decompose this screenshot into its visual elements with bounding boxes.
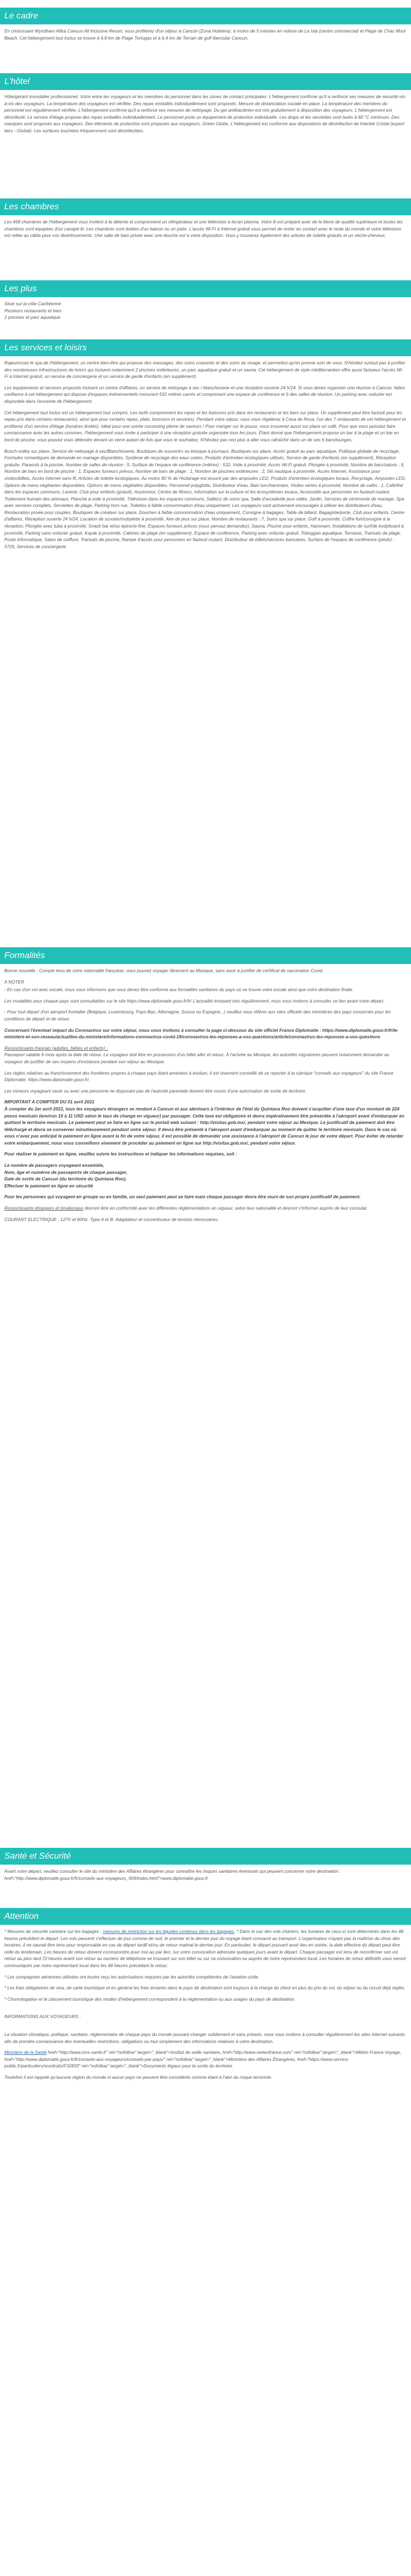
formalites-regles: Les règles relatives au franchissement des frontières propres à chaque pays étant amenées à évoluer, il est vivement conseillé de se reporter à la rubrique "conseils aux voyageurs" du site France Diplomatie, https://www.diplomatie.gouv.fr/. [4,1070,394,1083]
section-body-plus [0,297,411,332]
section-header-attention: Attention [0,1908,411,1925]
formalites-escale: - En cas d'un vol avec escale, nous vous informons que vous devez être conforme aux formalités sanitaires du pays où se trouve votre escale ainsi que votre destination finale. [4,987,354,993]
attention-bagages-lead: * Mesures de sécurité sanitaire sur les bagages : [4,1929,103,1934]
formalites-step: Date de sortie de Cancun (du territoire du Quintana Roo), [4,1176,127,1182]
sante-paragraph: Avant votre départ, veuillez consulter le site du ministère des Affaires étrangères pour connaître les risques sanitaires éventuels qui peuvent concerner votre destination : href="http://www.diplomatie.gouv.fr/fr/conseils-aux-voyageurs_909/index.html">www.diplomatie.gouv.fr [4,1868,341,1881]
formalites-ressortissants [4,1045,407,1065]
chambres-paragraph: Les 458 chambres de l'hébergement vous invitent à la détente et comprennent un réfrigérateur et une télévision à écran plasma. Votre lit est préparé avec de la literie de qualité supérieure et toutes les chambres sont équipées d'un canapé-lit. Les chambres sont dotées d'un balcon ou un patio. L'accès Wi-Fi à Internet gratuit vous permet de rester en contact avec le reste du monde et votre télévision est reliée au câble pour vos divertissements. Une salle de bain privée avec une douche est à votre disposition. Vous y trouverez également des articles de toilette gratuits et un sèche-cheveux. [4,219,403,239]
formalites-step: Nom, âge et numéros de passeports de chaque passager, [4,1169,127,1175]
liquides-restriction-link[interactable]: mesures de restriction sur les liquides contenus dans les bagages [102,1929,234,1934]
attention-links-text: href="http://www.invs.santé.fr" rel="nofollow" target="_blank">Institut de veille sanitaire, href="http://www.meteofrance.com" rel="nofollow" target="_blank">Météo France Voyage, href="http://www.diplomatie.gouv.fr/fr/conseils-aux-voyageurs/conseils-par-pays/" rel="nofollow" target="_blank">Ministère des Affaires Étrangères, href="https://www.service-public.fr/particuliers/vosdroits/F32833" rel="nofollow" target="_blank">Documents légaux pour la sortie du territoire. [4,2050,401,2069]
formalites-ressortissants-title: Ressortissants français (adultes, bébés et enfants) : [4,1045,108,1051]
formalites-important-title: IMPORTANT A COMPTER DU 01 avril 2021 [4,1099,94,1105]
attention-terrorisme: Toutefois il est rappelé qu'aucune région du monde ni aucun pays ne peuvent être considérés comme étant à l'abri du risque terroriste. [4,2074,273,2080]
attention-situation: La situation climatique, politique, sanitaire, réglementaire de chaque pays du monde pouvant changer subitement et sans préavis, nous vous invitons à consulter régulièrement les sites Internet suivants afin de prendre connaissance des éventuelles restrictions, obligations ou tout simplement des informations relatives à votre destination. [4,2031,405,2044]
formalites-etrangers-title: Ressortissants étrangers et binationaux [4,1205,84,1211]
section-body-sante [0,1865,411,1900]
section-header-sante: Santé et Sécurité [0,1848,411,1865]
formalites-important-text: À compter du 1er avril 2021, tous les voyageurs étrangers se rendant à Cancun et aux alentours à l'intérieur de l'état du Quintana Roo doivent s'acquitter d'une taxe d'un montant de 224 pesos mexicain (environ 10 à 11 USD selon le taux de change en vigueur) par passager. Cette taxe est obligatoire et devra impérativement être présentée à l'aéroport avant d'embarquer en quittant le territoire mexicain. Le paiement peut se faire en ligne sur le portail web suivant : http://visitax.gob.mx/, pendant votre séjour au Mexique. Le justificatif de paiement doit être téléchargé et devra se conserver minutieusement pendant votre séjour. Il devra être présenté à l'aéroport avant d'embarquer au moment de quitter le territoire mexicain. Dans le cas où vous n'avez pas anticipé le paiement en ligne avant la fin de votre séjour, il est possible de demander une assistance à l'aéroport de Cancun le jour de votre départ. Pour éviter de retarder votre embarquement, nous vous conseillons vivement de procéder au paiement en ligne sur http://visitax.gob.mx/, pendant votre séjour. [4,1106,404,1146]
section-header-formalites: Formalités [0,947,411,964]
section-body-cadre [0,24,411,66]
formalites-coronavirus: Concernant l'éventuel impact du Coronavirus sur votre séjour, nous vous invitons à consulter la page ci-dessous du site officiel France Diplomatie : https://www.diplomatie.gouv.fr/fr/le-ministere-et-son-reseau/actualites-du-ministere/informations-coronavirus-covid-19/coronavirus-les-reponses-a-vos-questions/article/coronavirus-les-reponses-a-vos-questions [4,1027,399,1040]
formalites-note-heading: A NOTER [4,979,24,985]
formalites-groupe: Pour les personnes qui voyagent en groupe ou en famille, un seul paiement peut se faire mais chaque passager devra être muni de son propre justificatif de paiement. [4,1194,361,1200]
section-body-attention [0,1925,411,2308]
formalites-steps [4,1162,407,1189]
plus-line: 2 piscines et parc aquatique [4,314,61,320]
formalites-modalites: Les modalités pour chaque pays sont consultables sur le site https://www.diplomatie.gouv.fr/fr/ L'actualité évoluant très régulièrement, nous vous invitons à consulter ce lien avant votre départ. [4,998,385,1004]
attention-compagnies: * Les compagnies aériennes utilisées ont toutes reçu les autorisations requises par les autorités compétentes de l'aviation civile. [4,1974,260,1980]
formalites-intro: Bonne nouvelle : Compte tenu de votre nationalité française, vous pouvez voyager librement au Mexique, sans avoir à justifier de certificat de vaccination Covid. [4,968,324,973]
attention-bagages-text: . * Dans le cas des vols charters, les horaires de ceux-ci sont déterminés dans les 48 heures précédent le départ. Les vols peuvent s'effectuer de jour comme de nuit, le premier et le dernier jour du voyage étant consacré au transport. L'organisateur n'ayant pas la maîtrise du choix des horaires, il ne saurait être tenu pour responsable en cas de départ tardif et/ou de retour matinal le dernier jour. En particulier, le départ pouvant avoir lieu en soirée, la date effective du départ peut être celle du lendemain. Les heures de retour doivent correspondre pour moi au par lien, sur votre convocation adressée quelques jours avant le départ. Chaque passager est tenu de reconfirmer son vol retour au plus tard 72 heures avant son retour au numéro de téléphone se trouvant sur son billet ou sur sa convocation ou auprès de notre représentant local. Les horaires de retour définitifs vous seront communiqués par notre représentant local dans les 48 heures précédant le retour. [4,1929,406,1968]
formalites-courant: COURANT ELECTRIQUE : 127V et 60Hz. Type A et B. Adaptateur et convertisseur de tension nécessaires. [4,1216,219,1222]
section-header-hotel: L'hôtel [0,73,411,90]
section-body-chambres [0,215,411,273]
formalites-step: Effectuer le paiement en ligne en sécurité [4,1183,93,1189]
attention-links [4,2049,407,2070]
section-header-chambres: Les chambres [0,198,411,215]
section-body-services [0,356,411,940]
hotel-paragraph: Hôte/gérant immobilier professionnel. Votre entre les voyageurs et les membres du personnel dans les zones de contact principales. L'hébergement confirme qu'il a renforcé ses mesures de sécurité vis-à-vis des voyageurs. La température des voyageurs est vérifiée. Des repas emballés individuellement sont proposés. Mesure de distanciation sociale en place. La température des membres du personnel est régulièrement vérifiée. L'hébergement confirme qu'il a renforcé ses mesures de nettoyage. Du gel antibactérien est mis gratuitement à disposition des voyageurs. L'hébergement est désinfecté. Le service d'étage propose des repas emballés individuellement. Le personnel porte un équipement de protection individuelle. Les draps et les serviettes sont lavés à 60 °C minimum. Des masques sont proposés aux voyageurs. Des éléments de protection sont proposés aux voyageurs. Green Globe. L'hébergement est conforme aux dispositions de désinfection de Intertek Cristal (expert tiers - Global). Les surfaces touchées fréquemment sont désinfectées. [4,94,407,133]
services-paragraph: Cet hébergement tout inclus est un hébergement tout compris. Les tarifs comprennent les repas et les boissons pris dans les restaurants et les bars sur place. Un supplément peut être facturé pour les repas pris dans certains restaurants), ainsi que pour certains repas, plats, boissons et services). Pendant votre séjour, vous vous régalerez à Casa de Rosa, l'un des 7 restaurants de cet hébergement et profiterez d'un service d'étage (horaires limités). Idéal pour une soirée cocooning pleine de saveurs ! Pour manger sur le pouce, vous trouverez aussi sur place un café. Pour que vous puissiez faire connaissance avec les autres convives, l'hébergement vous invite à participer à une réception gratuite organisée tous les jours. Étant donné que l'hébergement propose un bar à la plage et un bar en bord de piscine, vous pouvez vous détendre devant un verre autant de fois que vous le souhaitez. N'hésitez pas non plus à aller vous rafraîchir dans un de ses 6 bars/lounges. [4,409,406,442]
formalites-frontalier: - Pour tout départ d'un aéroport frontalier (Belgique, Luxembourg, Pays-Bas, Allemagne, Suisse ou Espagne...) veuillez vous référer aux sites officiels des ministères des pays concernés pour les conditions de départ et de retour. [4,1009,391,1022]
attention-info-heading: INFORMATIONS AUX VOYAGEURS : [4,2014,81,2020]
attention-bagages [4,1928,407,1969]
section-body-hotel [0,90,411,191]
attention-frais: * Les frais obligatoires de visa, de carte touristique et en général les frais émanés dans le pays de destination sont toujours à la charge du client en plus du prix du vol, du séjour ou du circuit déjà réglés. [4,1985,406,1991]
services-paragraph: Les équipements et services proposés incluent un centre d'affaires, un service de nettoyage à sec / blanchisserie et une réception ouverte 24 h/24. Si vous devez organiser une réunion à Cancún, faites confiance à cet hébergement qui dispose d'espaces événementiels mesurant 532 mètres carrés et comprenant une espace de conférence et 5 des salles de réunion. Un parking avec voiturier est disponible dans l'enceinte de l'hébergement. [4,384,405,404]
section-header-cadre: Le cadre [0,8,411,24]
section-header-services: Les services et loisirs [0,339,411,356]
plus-line: Plusieurs restaurants et bars [4,307,62,313]
section-header-plus: Les plus [0,280,411,297]
cadre-paragraph: En choisissant Wyndham Alltra Cancun All Inclusive Resort, vous profiterez d'un séjour à Cancún (Zona Hotelera), à moins de 5 minutes en voiture de La Isla (centre commercial) et Plage de Chac Mool Beach. Cet hébergement tout inclus se trouve à 4,8 km de Plage Tortugas et à 6,4 km de Terrain de golf Iberostar Cancun. [4,28,406,41]
formalites-etrangers-text: devront être en conformité avec les différentes réglementations en vigueur, selon leur nationalité et devront s'informer auprès de leur consulat. [83,1205,368,1211]
attention-homologation: * Chomologation et le classement touristique des modes d'hébergement correspondent à la réglementation ou aux usages du pays de destination. [4,1996,296,2002]
formalites-mineurs: Les mineurs voyageant seuls ou avec une personne ne disposant pas de l'autorité parentale doivent être munis d'une autorisation de sortie de territoire. [4,1088,307,1094]
services-amenities-list: Bosch-volley sur place, Service de nettoyage à sec/Blanchisserie, Boutiques de souvenirs ou kiosque à journaux, Boutiques sur place, Accès gratuit au parc aquatique, Politique globale de recyclage, Formules romantiques de demande en mariage disponibles, Système de recyclage des eaux usées, Produits d'entretien écologiques utilisés, Service de garde d'enfants (en supplément), Réception gratuite, Parasols à la piscine, Nombre de salles de réunion : 5, Surface de l'espace de conférence (mètres) : 532, Voile à proximité, Accès Wi-Fi gratuit, Plongée à proximité, Nombre de bars/salons : 6, Nombre de bars en bord de piscine : 1, Espaces fumeurs prévus, Nombre de bars de plage : 1, Nombre de piscines extérieures : 2, Ski nautique à proximité, Accès Internet, Assistance pour visites/billets, Accès Internet sans fil, Articles de toilette écologiques, Au moins 80 % de l'éclairage est assuré par des ampoules LED, Produits d'entretien écologiques locaux, Recyclage, Ampoules LED, Options de menu végétarien disponibles, Options de menu végétalien disponibles, Personnel polyglotte, Distributeur d'eau, Bain turc/hammam, Visites vertes à proximité, Nombre de cafés : 1, Café/thé dans les espaces communs, Laverie, Club pour enfants (gratuit), Ascenseur, Centre de fitness, Information sur la culture et les écosystèmes locaux, Accessible aux personnes en fauteuil roulant, Traitement humain des animaux, Planche à voile à proximité, Télévision dans les espaces communs, Salle(s) de soins spa, Salle d'arcade/de jeux vidéo, Jardin, Services de cérémonie de mariage, Spa avec services complets, Serviettes de plage, Parking hors rue, Toilettes à faible consommation d'eau uniquement, Les voyageurs sont activement encouragés à utiliser les distributeurs d'eau, Restauration privée pour couples, Boutiques de créateur sur place, Douches à faible consommation d'eau uniquement, Consigne à bagages, Table de billard, Bagagiste/porte, Club pour enfants, Centre d'affaires, Réception ouverte 24 h/24, Location de scooter/mobylette à proximité, Aire de jeux sur place, Nombre de restaurants : 7, Soins spa sur place, Golf à proximité, Coffre-fort/consigne à la réception, Plongée avec tuba à proximité, Snack bar et/ou épicerie fine, Espaces fumeurs prévus (vous pensez demandez), Sauna, Piscine pour enfants, Hammam, Installations de surf/de bodyboard à proximité, Parking sans voiturier gratuit, Kayak à proximité, Cabines de plage (en supplément), Espace de conférence, Parking avec voiturier gratuit, Toboggan aquatique, Terrasse, Transats de plage, Poste informatique, Salon de coiffure, Transats de piscine, Rampe d'accès pour personnes en fauteuil roulant, Distributeur de billets/services bancaires, Surface de l'espace de conférence (pieds) : 5726, Services de conciergerie [4,448,406,549]
formalites-paiement: Pour réaliser le paiement en ligne, veuillez suivre les instructions et indiquer les informations requises, soit : [4,1151,237,1157]
formalites-step: Le nombre de passagers voyageant ensemble, [4,1162,104,1168]
formalites-important [4,1099,407,1146]
formalites-ressortissants-text: Passeport valable 6 mois après la date de retour. Le voyageur doit être en possession d'un billet aller et retour. À l'arrivée au Mexique, les autorités migratoires peuvent notamment demander au voyageur de justifier de ses moyens d'existence pendant son séjour au Mexique. [4,1052,390,1064]
section-body-formalites [0,964,411,1840]
ministere-sante-link[interactable]: Ministère de la Santé [4,2050,47,2055]
formalites-etrangers [4,1205,407,1212]
plus-line: Situé sur la côte Caribéenne [4,301,61,306]
services-paragraph: Rajeunissez le spa de l'hébergement, un centre bien-être qui propose des massages, des soins corporels et des soins du visage, et permettez-qu'en prenne soin de vous. N'hésitez surtout pas à profiter des nombreuses infrastructures de loisirs qui incluent notamment 2 piscines extérieures, un parc aquatique gratuit et un sauna. Cet hébergement de style méditerranéen offre aussi fastueux l'accès Wi-Fi à Internet gratuit, un service de conciergerie et un service de garde d'enfants (en supplément). [4,360,406,380]
